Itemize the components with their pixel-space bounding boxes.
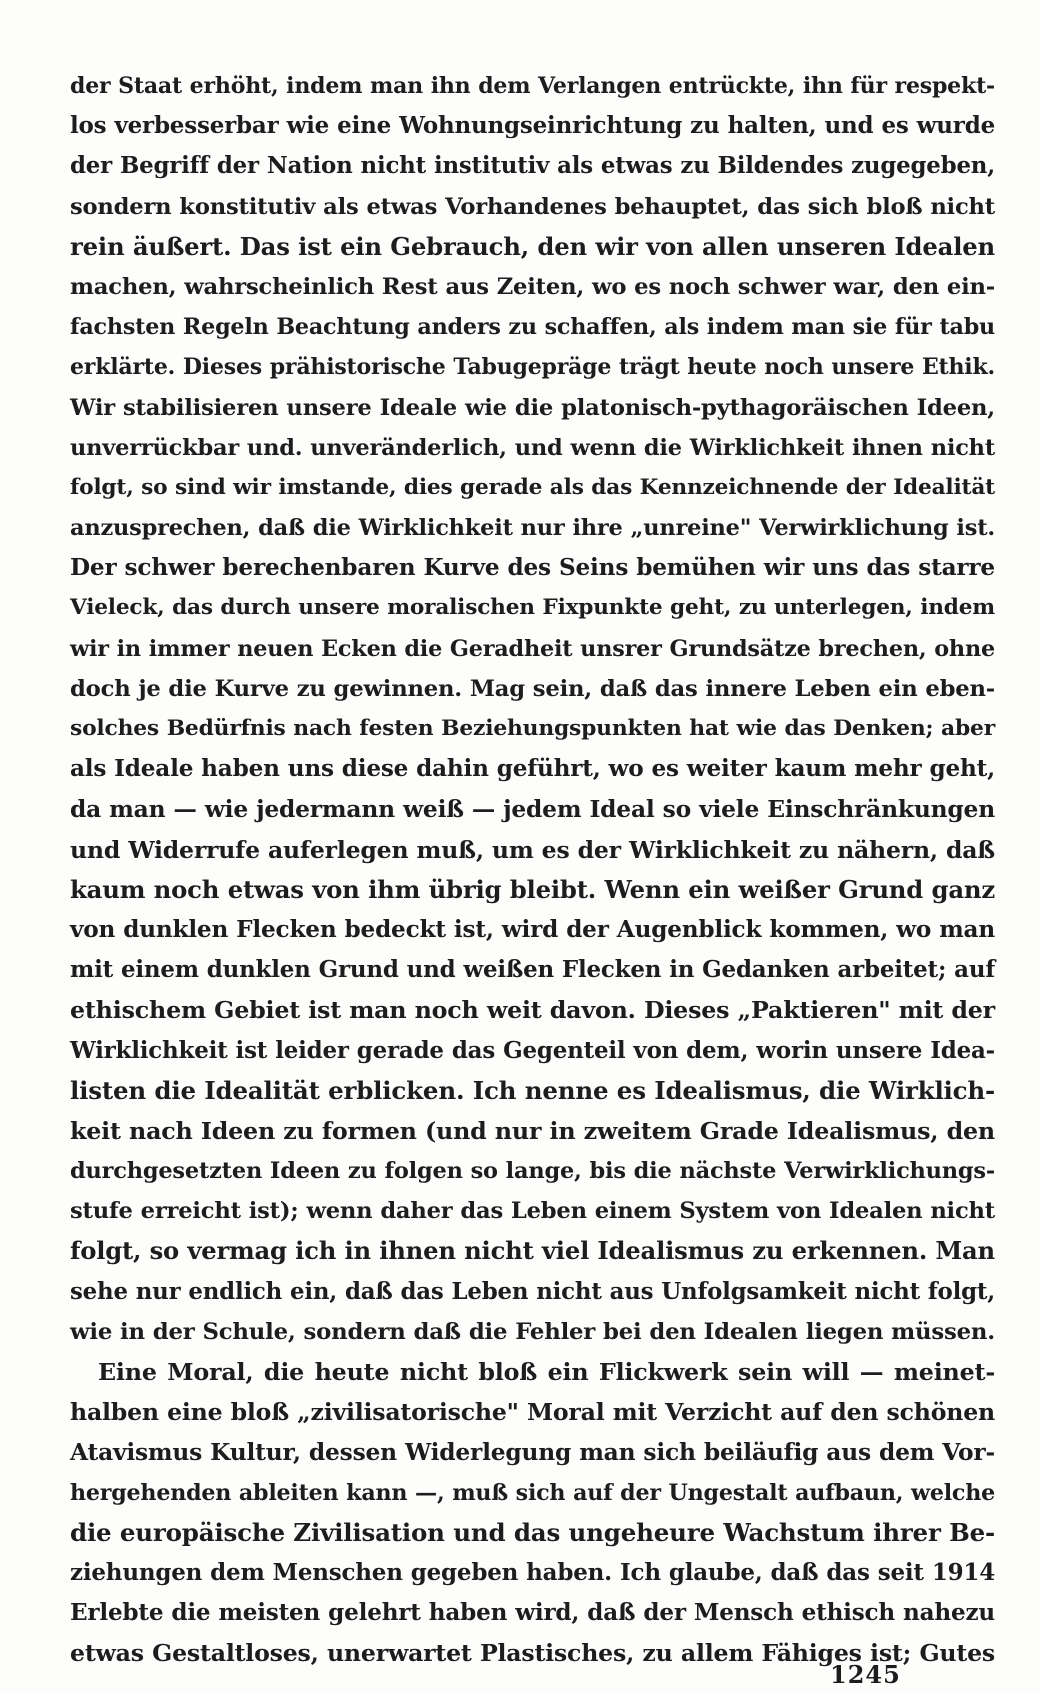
text-line: durchgesetzten Ideen zu folgen so lange, bis die nächste Verwirklichungs- [70,1158,995,1185]
text-line: etwas Gestaltloses, unerwartet Plastisches, zu allem Fähiges ist; Gutes [70,1639,995,1668]
text-line: solches Bedürfnis nach festen Beziehungspunkten hat wie das Denken; aber [70,716,995,741]
text-line: da man — wie jedermann weiß — jedem Ideal so viele Einschränkungen [70,795,995,824]
paragraph-1 [70,66,995,1352]
text-line: Eine Moral, die heute nicht bloß ein Flickwerk sein will — meinet- [98,1358,995,1386]
text-line: folgt, so vermag ich in ihnen nicht viel Idealismus zu erkennen. Man [70,1236,995,1266]
text-line: Wirklichkeit ist leider gerade das Gegenteil von dem, worin unsere Idea- [70,1036,995,1064]
text-line: hergehenden ableiten kann —, muß sich auf der Ungestalt aufbaun, welche [70,1479,995,1506]
text-line: fachsten Regeln Beachtung anders zu schaffen, als indem man sie für tabu [70,314,995,341]
text-line: der Begriff der Nation nicht institutiv als etwas zu Bildendes zugegeben, [70,153,995,180]
text-line: der Staat erhöht, indem man ihn dem Verlangen entrückte, ihn für respekt- [70,73,995,99]
text-line: unverrückbar und. unveränderlich, und wenn die Wirklichkeit ihnen nicht [70,434,995,461]
page-number: 1245 [830,1660,901,1689]
text-line: und Widerrufe auferlegen muß, um es der Wirklichkeit zu nähern, daß [70,835,995,864]
text-line: doch je die Kurve zu gewinnen. Mag sein, daß das innere Leben ein eben- [70,675,995,702]
text-line: machen, wahrscheinlich Rest aus Zeiten, wo es noch schwer war, den ein- [70,273,995,300]
text-line: anzusprechen, daß die Wirklichkeit nur ihre „unreine" Verwirklichung ist. [70,515,995,542]
text-line: die europäische Zivilisation und das ungeheure Wachstum ihrer Be- [70,1517,995,1547]
text-line: Atavismus Kultur, dessen Widerlegung man sich beiläufig aus dem Vor- [70,1438,995,1467]
text-line: sondern konstitutiv als etwas Vorhandenes behauptet, das sich bloß nicht [70,193,995,220]
text-line: mit einem dunklen Grund und weißen Flecken in Gedanken arbeitet; auf [70,956,995,984]
text-line: wie in der Schule, sondern daß die Fehler bei den Idealen liegen müssen. [70,1318,995,1345]
text-line: als Ideale haben uns diese dahin geführt, wo es weiter kaum mehr geht, [70,755,995,783]
text-line: keit nach Ideen zu formen (und nur in zweitem Grade Idealismus, den [70,1116,995,1145]
text-line: listen die Idealität erblicken. Ich nenne es Idealismus, die Wirklich- [70,1075,995,1105]
text-line: Vieleck, das durch unsere moralischen Fixpunkte geht, zu unterlegen, indem [70,595,995,621]
text-line: ethischem Gebiet ist man noch weit davon. Dieses „Paktieren" mit der [70,996,995,1025]
text-line: von dunklen Flecken bedeckt ist, wird der Augenblick kommen, wo man [70,915,995,943]
text-line: stufe erreicht ist); wenn daher das Leben einem System von Idealen nicht [70,1198,995,1225]
text-line: Wir stabilisieren unsere Ideale wie die platonisch-pythagoräischen Ideen, [70,394,995,421]
text-line: folgt, so sind wir imstande, dies gerade als das Kennzeichnende der Idealität [70,474,995,500]
text-line: kaum noch etwas von ihm übrig bleibt. Wenn ein weißer Grund ganz [70,874,995,904]
text-line: ziehungen dem Menschen gegeben haben. Ich glaube, daß das seit 1914 [70,1558,995,1586]
body-text [70,66,995,1674]
text-line: los verbesserbar wie eine Wohnungseinrichtung zu halten, und es wurde [70,112,995,140]
text-line: erklärte. Dieses prähistorische Tabugepräge trägt heute noch unsere Ethik. [70,354,995,381]
text-line: sehe nur endlich ein, daß das Leben nicht aus Unfolgsamkeit nicht folgt, [70,1278,995,1305]
text-line: rein äußert. Das ist ein Gebrauch, den wir von allen unseren Idealen [70,231,995,261]
text-line: halben eine bloß „zivilisatorische" Moral mit Verzicht auf den schönen [70,1398,995,1427]
paragraph-2 [70,1352,995,1674]
text-line: Erlebte die meisten gelehrt haben wird, daß der Mensch ethisch nahezu [70,1599,995,1627]
text-line: Der schwer berechenbaren Kurve des Seins bemühen wir uns das starre [70,554,995,582]
text-line: wir in immer neuen Ecken die Geradheit unsrer Grundsätze brechen, ohne [70,635,995,662]
